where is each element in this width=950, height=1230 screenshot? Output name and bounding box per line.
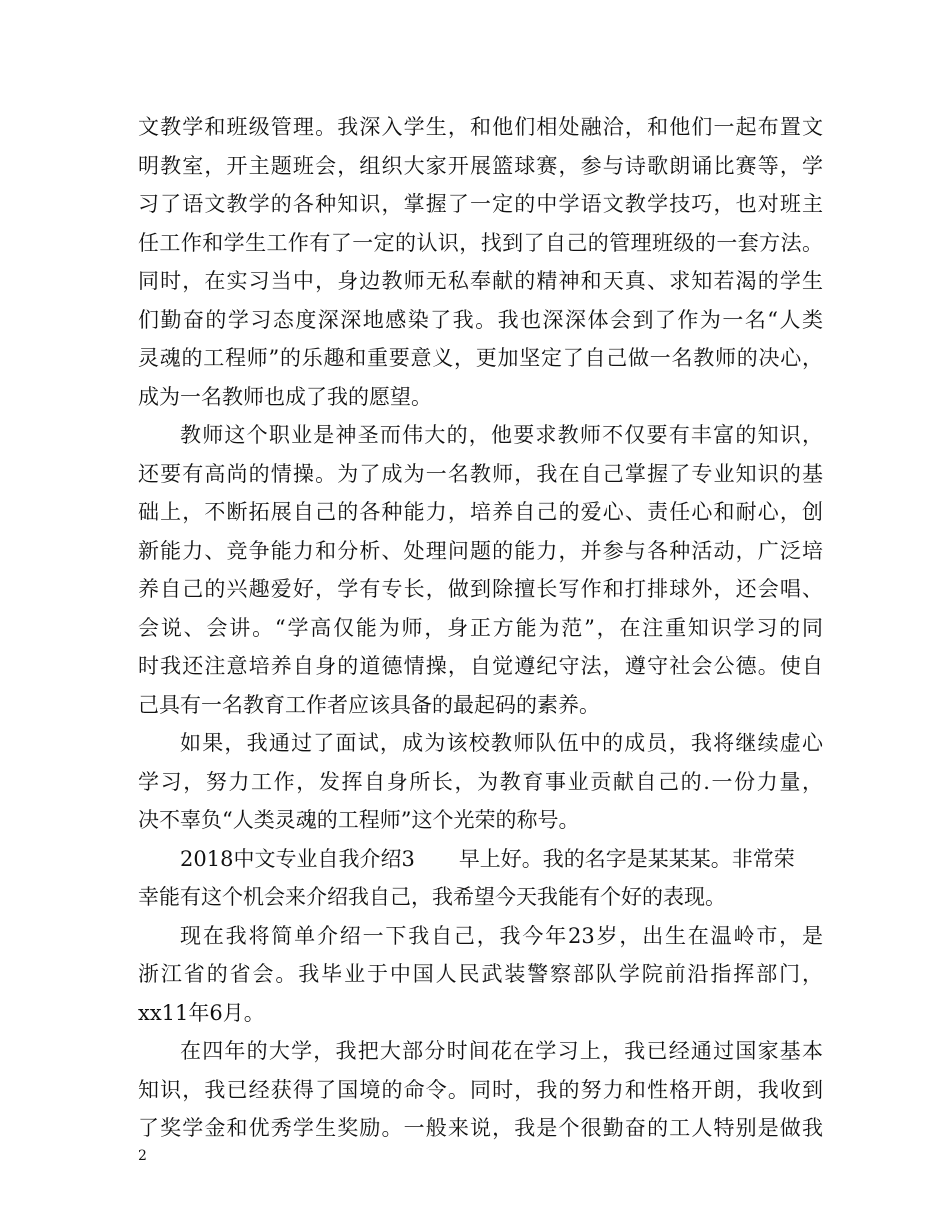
text-line: 会说、会讲。“学高仅能为师，身正方能为范”，在注重知识学习的同 <box>138 615 823 640</box>
text-line: 浙江省的省会。我毕业于中国人民武装警察部队学院前沿指挥部门， <box>138 962 823 986</box>
text-line: 了奖学金和优秀学生奖励。一般来说，我是个很勤奋的工人特别是做我 <box>138 1116 823 1140</box>
text-line: 决不辜负“人类灵魂的工程师”这个光荣的称号。 <box>138 808 580 832</box>
text-line: 知识，我已经获得了国境的命令。同时，我的努力和性格开朗，我收到 <box>138 1077 823 1102</box>
document-body <box>138 108 823 1148</box>
page-number: 2 <box>138 1148 147 1164</box>
text-line: 成为一名教师也成了我的愿望。 <box>138 384 432 409</box>
text-line: 幸能有这个机会来介绍我自己，我希望今天我能有个好的表现。 <box>138 885 726 909</box>
text-line: 任工作和学生工作有了一定的认识，找到了自己的管理班级的一套方法。 <box>138 230 823 255</box>
text-line: 文教学和班级管理。我深入学生，和他们相处融洽，和他们一起布置文 <box>138 115 823 139</box>
text-line: 如果，我通过了面试，成为该校教师队伍中的成员，我将继续虚心 <box>180 731 823 755</box>
text-line: 习了语文教学的各种知识，掌握了一定的中学语文教学技巧，也对班主 <box>138 192 823 216</box>
text-line: 在四年的大学，我把大部分时间花在学习上，我已经通过国家基本 <box>180 1039 823 1063</box>
text-line: 己具有一名教育工作者应该具备的最起码的素养。 <box>138 692 600 717</box>
text-line: 学习，努力工作，发挥自身所长，为教育事业贡献自己的.一份力量， <box>138 769 823 794</box>
text-line: 们勤奋的学习态度深深地感染了我。我也深深体会到了作为一名“人类 <box>138 307 823 332</box>
section-heading-line <box>138 840 823 879</box>
section-heading: 2018中文专业自我介绍3 <box>180 846 415 871</box>
text-line: xx11年6月。 <box>138 1000 265 1025</box>
text-line: 还要有高尚的情操。为了成为一名教师，我在自己掌握了专业知识的基 <box>138 461 823 486</box>
text-line: 础上，不断拓展自己的各种能力，培养自己的爱心、责任心和耐心，创 <box>138 500 823 524</box>
text-line: 灵魂的工程师”的乐趣和重要意义，更加坚定了自己做一名教师的决心， <box>138 346 823 370</box>
text-line: 新能力、竞争能力和分析、处理问题的能力，并参与各种活动，广泛培 <box>138 538 823 563</box>
text-line: 教师这个职业是神圣而伟大的，他要求教师不仅要有丰富的知识， <box>180 423 823 447</box>
text-line: 时我还注意培养自身的道德情操，自觉遵纪守法，遵守社会公德。使自 <box>138 654 823 678</box>
text-line: 养自己的兴趣爱好，学有专长，做到除擅长写作和打排球外，还会唱、 <box>138 577 823 601</box>
text-line: 现在我将简单介绍一下我自己，我今年23岁，出生在温岭市，是 <box>180 923 823 948</box>
text-line: 同时，在实习当中，身边教师无私奉献的精神和天真、求知若渴的学生 <box>138 269 823 293</box>
text-line: 早上好。我的名字是某某某。非常荣 <box>458 846 795 871</box>
text-line: 明教室，开主题班会，组织大家开展篮球赛，参与诗歌朗诵比赛等，学 <box>138 153 823 178</box>
